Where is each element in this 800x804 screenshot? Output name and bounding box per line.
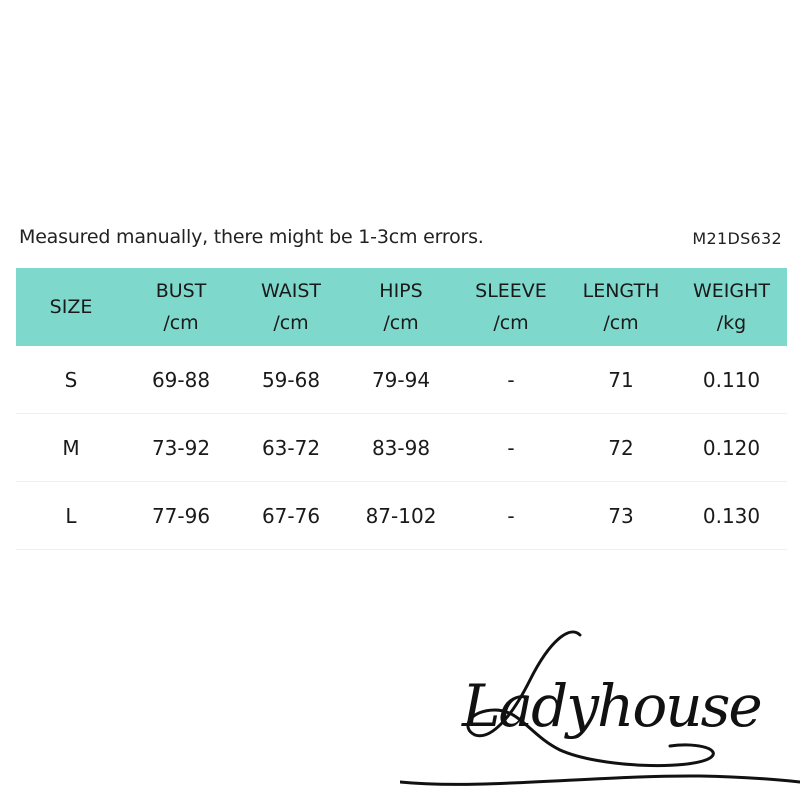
header-label: BUST xyxy=(155,280,207,302)
cell-sleeve: - xyxy=(456,346,566,414)
cell-weight: 0.120 xyxy=(676,414,787,482)
brand-name: Ladyhouse xyxy=(462,672,761,740)
header-unit: /cm xyxy=(163,312,199,334)
header-bust xyxy=(126,268,236,346)
cell-length: 71 xyxy=(566,346,676,414)
header-hips xyxy=(346,268,456,346)
header-label: LENGTH xyxy=(582,280,660,302)
cell-waist: 63-72 xyxy=(236,414,346,482)
cell-weight: 0.130 xyxy=(676,482,787,550)
header-length xyxy=(566,268,676,346)
table-header-row xyxy=(16,268,787,346)
cell-length: 73 xyxy=(566,482,676,550)
cell-waist: 59-68 xyxy=(236,346,346,414)
product-code: M21DS632 xyxy=(692,229,782,248)
header-unit: /cm xyxy=(493,312,529,334)
header-size xyxy=(16,268,126,346)
cell-size: M xyxy=(16,414,126,482)
brand-logo xyxy=(400,610,800,800)
header-weight xyxy=(676,268,787,346)
table-row xyxy=(16,414,787,482)
header-unit: /cm xyxy=(383,312,419,334)
header-label: WEIGHT xyxy=(692,280,770,302)
measurement-note: Measured manually, there might be 1-3cm errors. xyxy=(19,226,484,248)
cell-waist: 67-76 xyxy=(236,482,346,550)
cell-size: L xyxy=(16,482,126,550)
cell-hips: 83-98 xyxy=(346,414,456,482)
cell-hips: 79-94 xyxy=(346,346,456,414)
cell-length: 72 xyxy=(566,414,676,482)
cell-bust: 69-88 xyxy=(126,346,236,414)
size-chart-table xyxy=(16,268,787,550)
header-unit: /cm xyxy=(273,312,309,334)
table-row xyxy=(16,346,787,414)
header-unit: /kg xyxy=(716,312,747,334)
cell-hips: 87-102 xyxy=(346,482,456,550)
table-row xyxy=(16,482,787,550)
header-sleeve xyxy=(456,268,566,346)
header-label: HIPS xyxy=(379,280,423,302)
cell-weight: 0.110 xyxy=(676,346,787,414)
cell-sleeve: - xyxy=(456,414,566,482)
header-unit: /cm xyxy=(603,312,639,334)
cell-size: S xyxy=(16,346,126,414)
header-waist xyxy=(236,268,346,346)
cell-bust: 73-92 xyxy=(126,414,236,482)
cell-bust: 77-96 xyxy=(126,482,236,550)
header-label: SIZE xyxy=(49,296,93,318)
cell-sleeve: - xyxy=(456,482,566,550)
header-label: WAIST xyxy=(260,280,321,302)
header-label: SLEEVE xyxy=(475,280,547,302)
